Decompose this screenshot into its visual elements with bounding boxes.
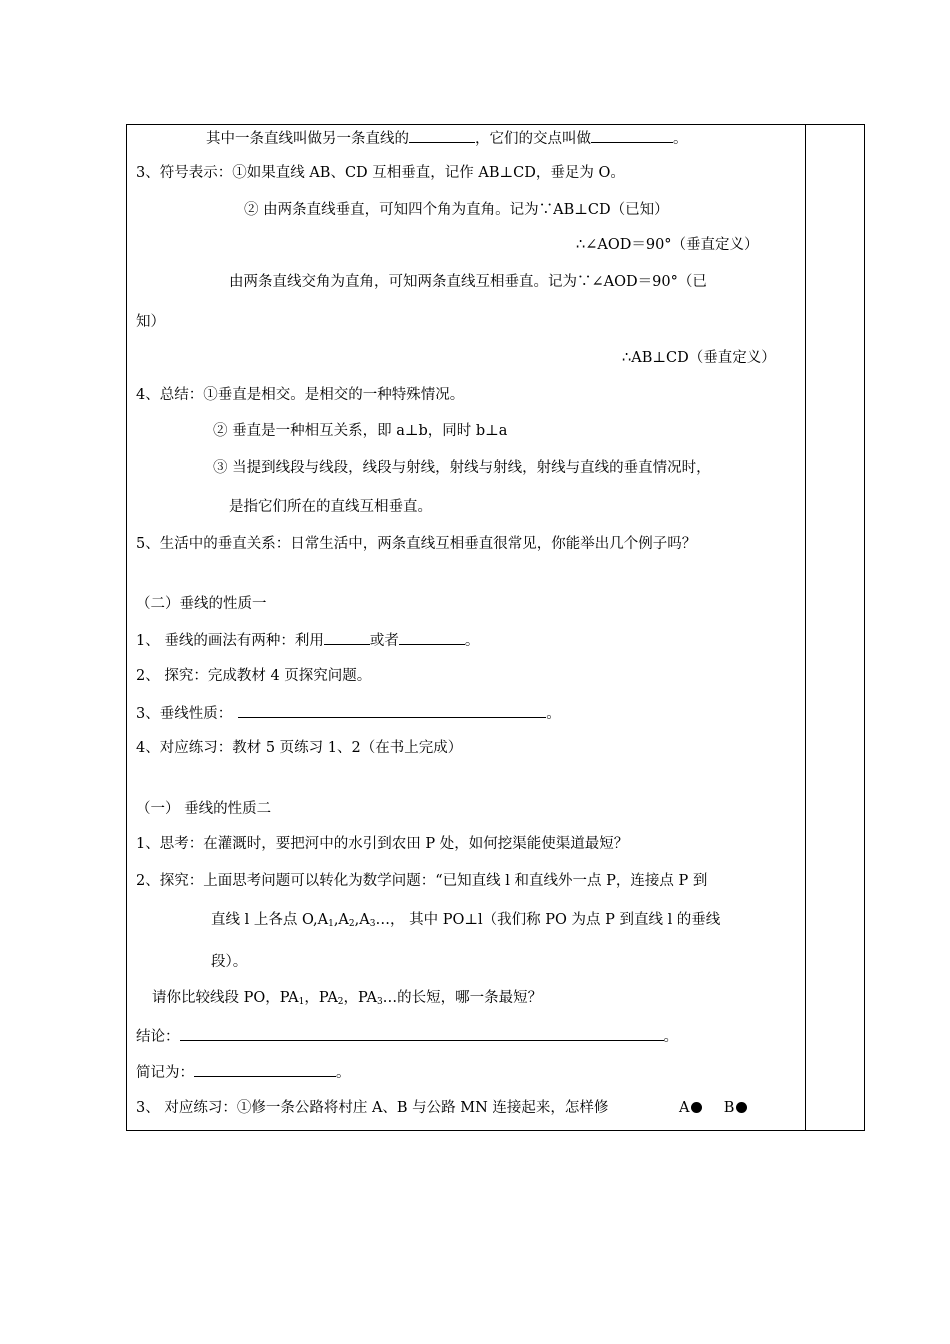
text: ,A <box>354 912 370 928</box>
short-form-line <box>136 1062 351 1083</box>
text: 。 <box>673 131 688 147</box>
fill-blank <box>194 1062 336 1077</box>
daily-life-line: 5、生活中的垂直关系：日常生活中，两条直线互相垂直很常见，你能举出几个例子吗？ <box>136 536 697 552</box>
road-practice-line: 3、 对应练习：①修一条公路将村庄 A、B 与公路 MN 连接起来，怎样修 <box>136 1100 609 1116</box>
subscript: 3 <box>369 919 376 929</box>
text: 请你比较线段 PO，PA <box>152 990 299 1006</box>
text: 直线 l 上各点 O,A <box>211 912 329 928</box>
converse-line: 由两条直线交角为直角，可知两条直线互相垂直。记为∵∠AOD＝90°（已 <box>229 274 707 290</box>
text: 。 <box>336 1065 351 1081</box>
therefore-perpendicular-line: ∴AB⊥CD（垂直定义） <box>622 350 776 366</box>
symbol-notation-line: 3、符号表示：①如果直线 AB、CD 互相垂直，记作 AB⊥CD，垂足为 O。 <box>136 165 625 181</box>
fill-blank <box>591 128 673 143</box>
text: 或者 <box>369 633 399 649</box>
text: 3、垂线性质： <box>136 706 233 722</box>
subscript: 2 <box>337 997 344 1007</box>
text: …的长短，哪一条最短？ <box>382 990 543 1006</box>
point-b-dot <box>736 1102 747 1113</box>
point-a-dot <box>691 1102 702 1113</box>
explore-line: 2、 探究：完成教材 4 页探究问题。 <box>136 668 372 684</box>
text: ，PA <box>304 990 338 1006</box>
explore-problem-line-2 <box>211 910 720 930</box>
text: 。 <box>464 633 480 649</box>
line-definition <box>206 128 688 149</box>
therefore-angle-line: ∴∠AOD＝90°（垂直定义） <box>576 237 759 253</box>
summary-line-2: ② 垂直是一种相互关系，即 a⊥b，同时 b⊥a <box>213 423 508 439</box>
text: 。 <box>663 1029 678 1045</box>
think-line: 1、思考：在灌溉时，要把河中的水引到农田 P 处，如何挖渠能使渠道最短？ <box>136 836 629 852</box>
point-a-label: A <box>679 1100 690 1116</box>
conclusion-line <box>136 1026 678 1047</box>
text: ,A <box>333 912 349 928</box>
text: ，PA <box>343 990 377 1006</box>
summary-line-1: 4、总结：①垂直是相交。是相交的一种特殊情况。 <box>136 387 465 403</box>
fill-blank <box>409 128 475 143</box>
compare-line <box>152 988 542 1008</box>
text: …， 其中 PO⊥l（我们称 PO 为点 P 到直线 l 的垂线 <box>375 912 721 928</box>
fill-blank <box>238 703 546 718</box>
subscript: 1 <box>328 919 334 929</box>
explore-problem-line-3: 段）。 <box>211 954 248 970</box>
summary-line-4: 是指它们所在的直线互相垂直。 <box>229 499 432 515</box>
practice-line: 4、对应练习：教材 5 页练习 1、2（在书上完成） <box>136 740 463 756</box>
subscript: 2 <box>348 919 355 929</box>
text: 。 <box>546 706 561 722</box>
text: 结论： <box>136 1029 180 1045</box>
drawing-methods-line <box>136 630 479 651</box>
point-b-label: B <box>723 1100 735 1116</box>
text: 1、 垂线的画法有两种：利用 <box>136 633 324 649</box>
section-heading-property-one: （二）垂线的性质一 <box>136 596 267 612</box>
property-line <box>136 703 561 724</box>
summary-line-3: ③ 当提到线段与线段，线段与射线，射线与射线，射线与直线的垂直情况时， <box>213 460 711 476</box>
column-divider <box>805 124 806 1131</box>
text: ，它们的交点叫做 <box>475 131 591 147</box>
section-heading-property-two: （一） 垂线的性质二 <box>136 801 272 817</box>
right-angle-line: ② 由两条直线垂直，可知四个角为直角。记为∵AB⊥CD（已知） <box>244 202 669 218</box>
text: 其中一条直线叫做另一条直线的 <box>206 131 409 147</box>
subscript: 3 <box>376 997 383 1007</box>
converse-line-cont: 知） <box>136 314 165 330</box>
fill-blank <box>180 1026 664 1041</box>
fill-blank <box>324 630 370 645</box>
fill-blank <box>399 630 465 645</box>
village-points <box>679 1098 747 1118</box>
subscript: 1 <box>298 997 305 1007</box>
explore-problem-line: 2、探究：上面思考问题可以转化为数学问题：“已知直线 l 和直线外一点 P，连接点 P 到 <box>136 873 708 889</box>
text: 简记为： <box>136 1065 194 1081</box>
